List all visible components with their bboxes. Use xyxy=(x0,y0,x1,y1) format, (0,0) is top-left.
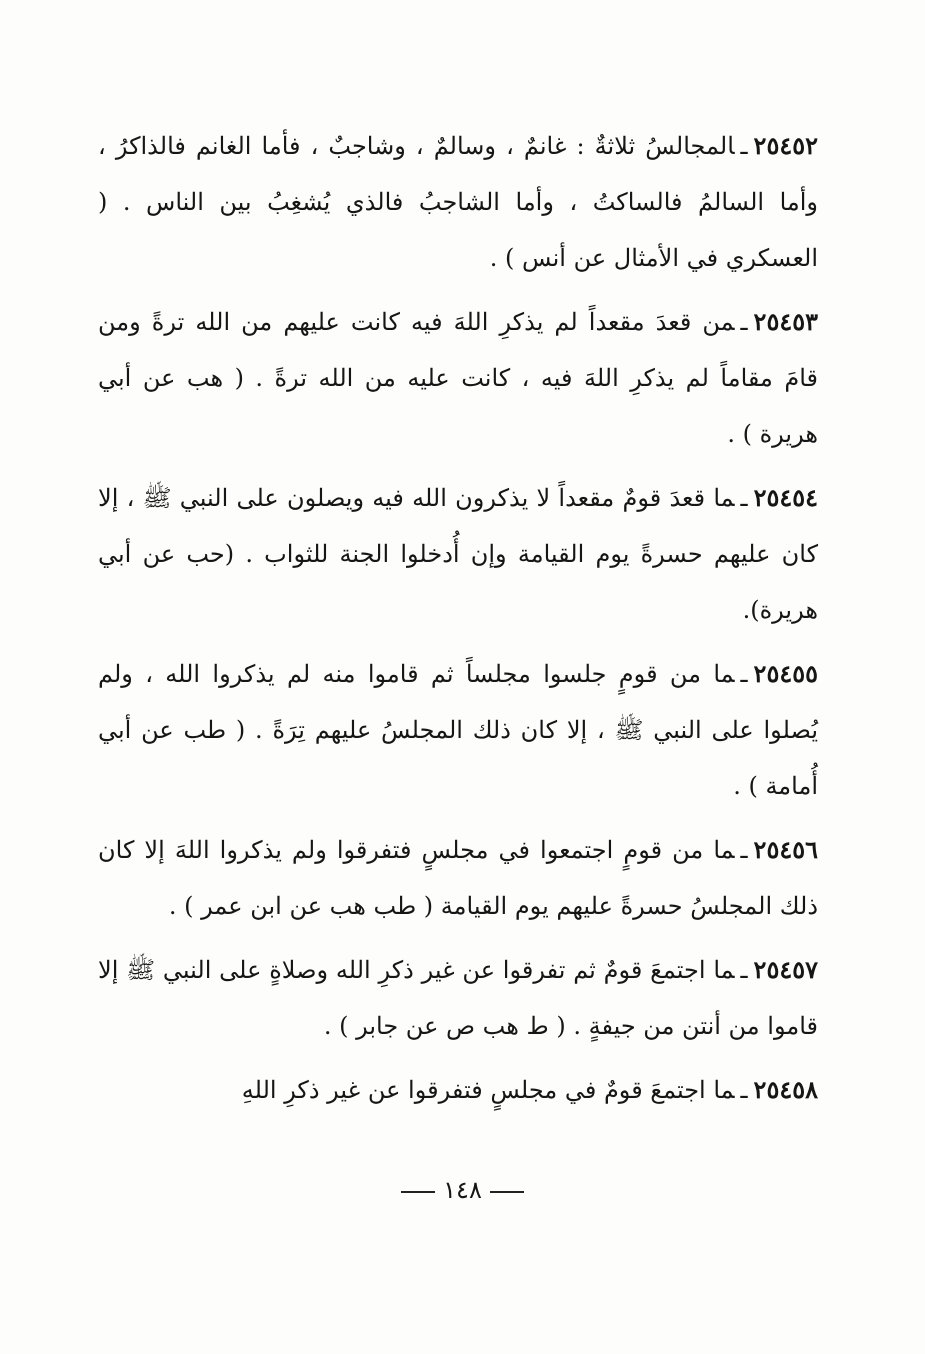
entry-dash: ـ xyxy=(740,484,748,512)
hadith-entry-25456 xyxy=(98,822,818,934)
entry-dash: ـ xyxy=(740,132,748,160)
page-number xyxy=(0,1176,925,1204)
page-number-value: ١٤٨ xyxy=(443,1176,482,1204)
hadith-entry-25455 xyxy=(98,646,818,814)
entry-number: ٢٥٤٥٨ xyxy=(753,1075,818,1104)
hadith-entry-25457 xyxy=(98,942,818,1054)
entry-dash: ـ xyxy=(740,1076,748,1104)
entry-number: ٢٥٤٥٣ xyxy=(753,307,818,336)
entry-number: ٢٥٤٥٥ xyxy=(753,659,818,688)
entry-dash: ـ xyxy=(740,836,748,864)
entry-text: المجالسُ ثلاثةٌ : غانمٌ ، وسالمٌ ، وشاجبٌ ، فأما الغانم فالذاكرُ ، وأما السالمُ فالساكتُ ، وأما الشاجبُ فالذي يُشغِبُ بين الناس . ( العسكري في الأمثال عن أنس ) . xyxy=(98,132,818,272)
hadith-entry-25454 xyxy=(98,470,818,638)
entry-text: ما قعدَ قومٌ مقعداً لا يذكرون الله فيه ويصلون على النبي ﷺ ، إلا كان عليهم حسرةً يوم القيامة وإن أُدخلوا الجنة للثواب . (حب عن أبي هريرة). xyxy=(98,484,818,624)
hadith-entry-25452 xyxy=(98,118,818,286)
entry-text: من قعدَ مقعداً لم يذكرِ اللهَ فيه كانت عليهم من الله ترةً ومن قامَ مقاماً لم يذكرِ اللهَ فيه ، كانت عليه من الله ترةً . ( هب عن أبي هريرة ) . xyxy=(98,308,818,448)
entry-text: ما اجتمعَ قومٌ في مجلسٍ فتفرقوا عن غير ذكرِ اللهِ xyxy=(241,1076,735,1104)
entry-dash: ـ xyxy=(740,660,748,688)
page-number-left-rule xyxy=(490,1191,524,1193)
entry-number: ٢٥٤٥٧ xyxy=(753,955,818,984)
page-number-right-rule xyxy=(401,1191,435,1193)
entry-dash: ـ xyxy=(740,956,748,984)
entry-dash: ـ xyxy=(740,308,748,336)
hadith-entry-25458 xyxy=(98,1062,818,1118)
entry-text: ما من قومٍ اجتمعوا في مجلسٍ فتفرقوا ولم يذكروا اللهَ إلا كان ذلك المجلسُ حسرةً عليهم يوم القيامة ( طب هب عن ابن عمر ) . xyxy=(98,836,818,920)
entry-number: ٢٥٤٥٢ xyxy=(753,131,818,160)
hadith-text-block xyxy=(98,118,818,1126)
hadith-entry-25453 xyxy=(98,294,818,462)
entry-text: ما من قومٍ جلسوا مجلساً ثم قاموا منه لم يذكروا الله ، ولم يُصلوا على النبي ﷺ ، إلا كان ذلك المجلسُ عليهم تِرَةً . ( طب عن أبي أُمامة ) . xyxy=(98,660,818,800)
entry-number: ٢٥٤٥٦ xyxy=(753,835,818,864)
entry-number: ٢٥٤٥٤ xyxy=(753,483,819,512)
entry-text: ما اجتمعَ قومٌ ثم تفرقوا عن غير ذكرِ الله وصلاةٍ على النبي ﷺ إلا قاموا من أنتن من جيفةٍ . ( ط هب ص عن جابر ) . xyxy=(98,956,818,1040)
